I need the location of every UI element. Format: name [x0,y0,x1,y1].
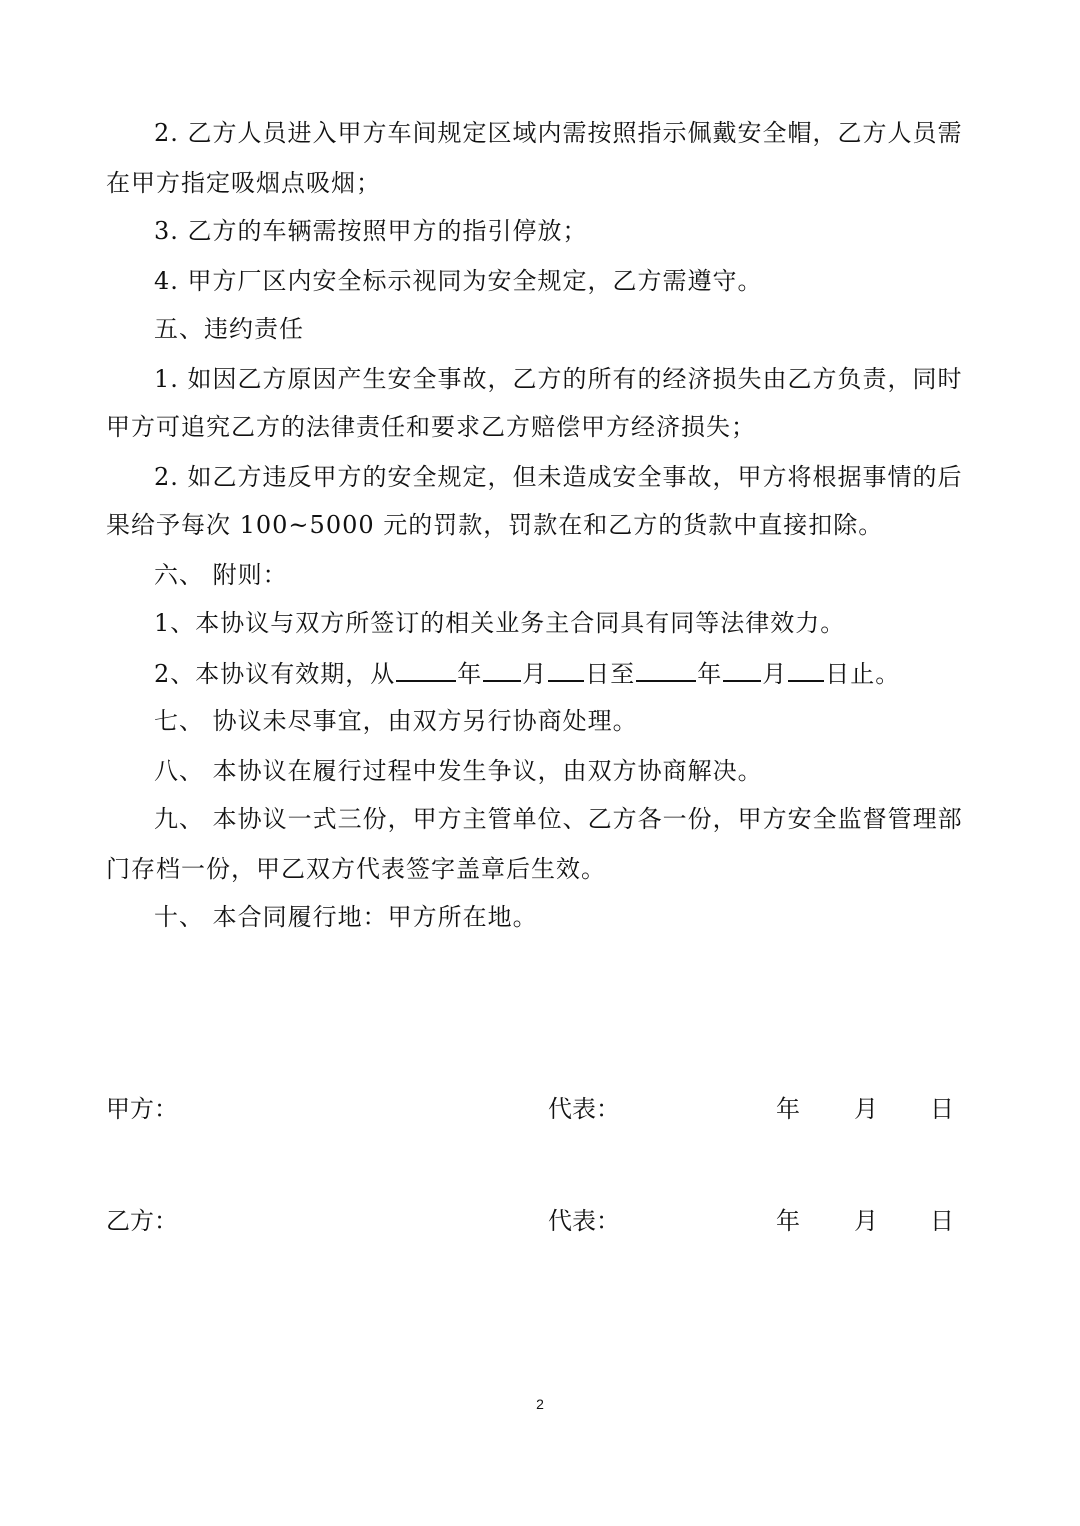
section-8: 八、 本协议在履行过程中发生争议，由双方协商解决。 [154,757,763,785]
blank-end-day [788,658,824,682]
section-10: 十、 本合同履行地：甲方所在地。 [154,903,538,931]
section-7: 七、 协议未尽事宜，由双方另行协商处理。 [154,707,638,735]
page-number: 2 [536,1396,544,1412]
section-9-line-1: 九、 本协议一式三份，甲方主管单位、乙方各一份，甲方安全监督管理部 [154,805,963,833]
clause-5-2-line-2: 果给予每次 100~5000 元的罚款，罚款在和乙方的货款中直接扣除。 [106,511,884,539]
clause-4-3: 3. 乙方的车辆需按照甲方的指引停放； [154,217,588,245]
clause-5-2-line-1: 2. 如乙方违反甲方的安全规定，但未造成安全事故，甲方将根据事情的后 [154,463,963,491]
party-b-year-label: 年 [776,1207,800,1235]
validity-prefix: 2、本协议有效期，从 [154,660,396,688]
start-day-label: 日至 [585,660,636,688]
blank-start-year [396,658,456,682]
blank-end-year [636,658,696,682]
blank-end-month [723,658,761,682]
party-b-month-label: 月 [854,1207,878,1235]
start-month-label: 月 [522,660,548,688]
party-a-label: 甲方： [106,1095,178,1123]
party-b-day-label: 日 [930,1207,954,1235]
clause-6-1: 1、本协议与双方所签订的相关业务主合同具有同等法律效力。 [154,609,846,637]
party-b-rep-label: 代表： [548,1207,620,1235]
blank-start-day [548,658,584,682]
clause-4-4: 4. 甲方厂区内安全标示视同为安全规定，乙方需遵守。 [154,267,763,295]
party-a-year-label: 年 [776,1095,800,1123]
section-9-line-2: 门存档一份，甲乙双方代表签字盖章后生效。 [106,855,606,883]
blank-start-month [483,658,521,682]
clause-4-2-line-1: 2. 乙方人员进入甲方车间规定区域内需按照指示佩戴安全帽，乙方人员需 [154,119,963,147]
party-a-rep-label: 代表： [548,1095,620,1123]
clause-4-2-line-2: 在甲方指定吸烟点吸烟； [106,169,381,197]
party-b-label: 乙方： [106,1207,178,1235]
section-6-heading: 六、 附则： [154,561,288,589]
end-day-label: 日止。 [825,660,901,688]
end-year-label: 年 [697,660,723,688]
section-5-heading: 五、违约责任 [154,315,304,343]
party-a-month-label: 月 [854,1095,878,1123]
start-year-label: 年 [457,660,483,688]
clause-6-2 [154,658,900,689]
clause-5-1-line-1: 1. 如因乙方原因产生安全事故，乙方的所有的经济损失由乙方负责，同时 [154,365,963,393]
end-month-label: 月 [762,660,788,688]
clause-5-1-line-2: 甲方可追究乙方的法律责任和要求乙方赔偿甲方经济损失； [106,413,756,441]
party-a-day-label: 日 [930,1095,954,1123]
